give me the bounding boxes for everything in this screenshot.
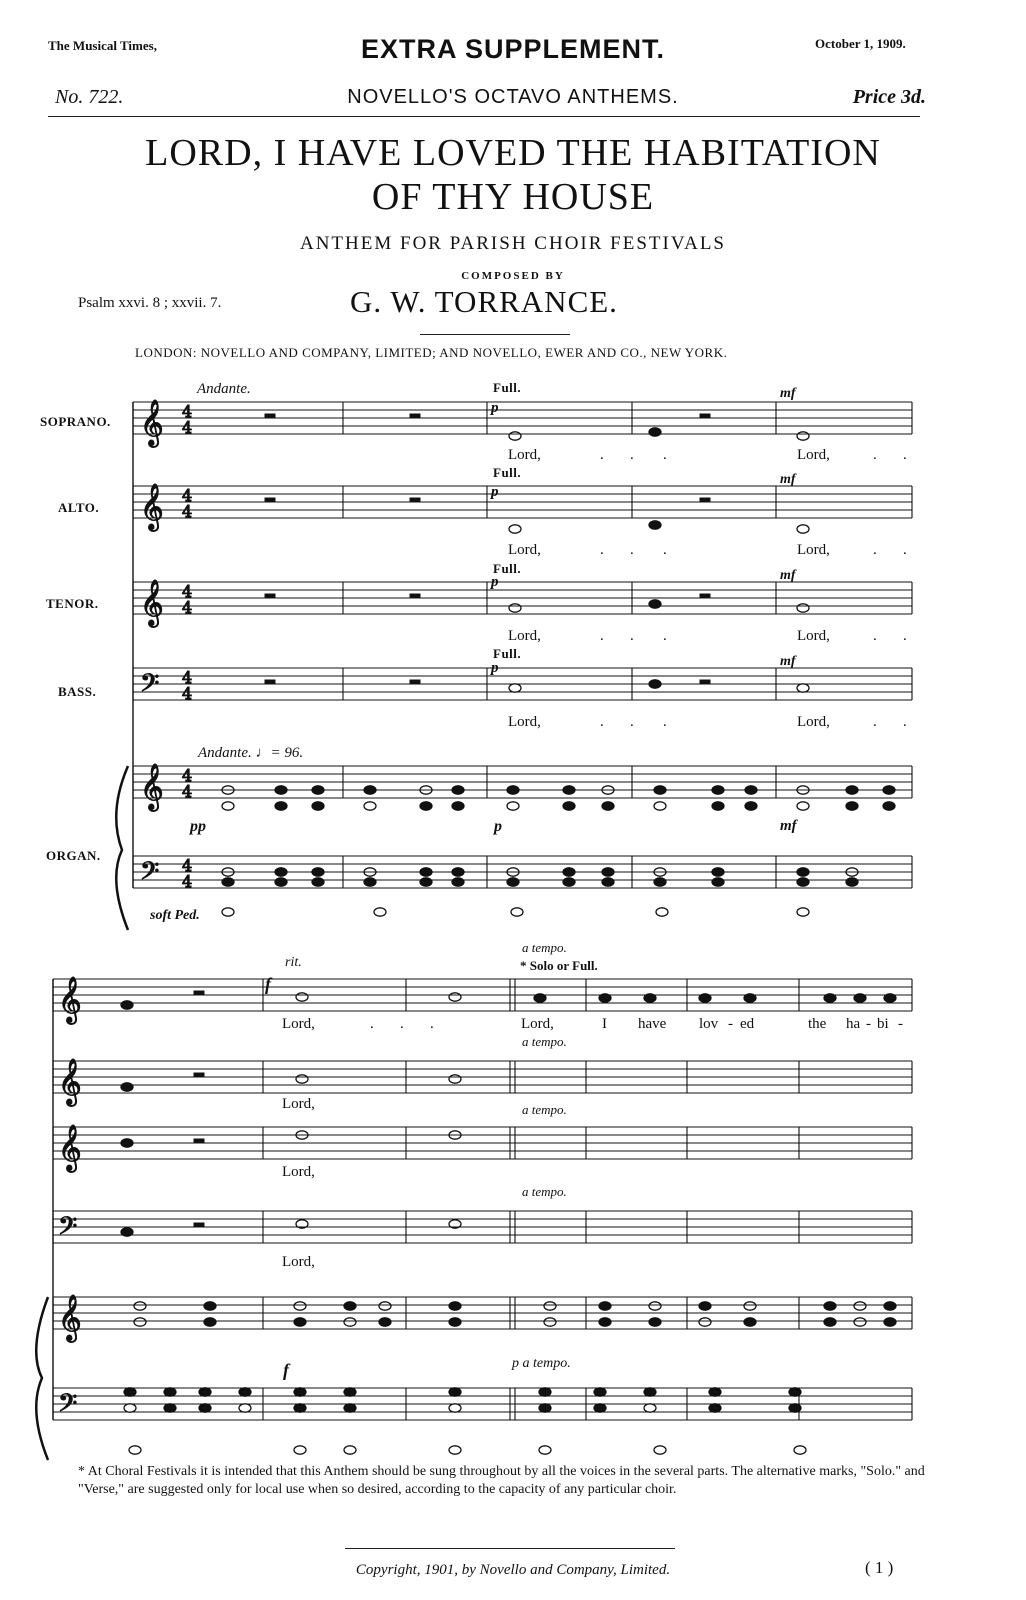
- supplement-heading: EXTRA SUPPLEMENT.: [360, 34, 666, 64]
- note-head: [134, 1302, 146, 1310]
- note-head: [656, 908, 668, 916]
- lyric: .: [370, 1016, 374, 1032]
- note-head: [420, 878, 432, 886]
- note-head: [121, 1139, 133, 1147]
- note-head: [699, 994, 711, 1002]
- rest: [194, 1073, 204, 1077]
- note-head: [884, 1318, 896, 1326]
- note-head: [129, 1446, 141, 1454]
- note-head: [222, 908, 234, 916]
- clef-glyph: 𝄢: [140, 669, 160, 704]
- lyric: .: [400, 1016, 404, 1032]
- psalm-reference: Psalm xxvi. 8 ; xxvii. 7.: [78, 295, 222, 311]
- note-head: [599, 994, 611, 1002]
- series-title: NOVELLO'S OCTAVO ANTHEMS.: [347, 86, 679, 108]
- note-head: [649, 521, 661, 529]
- note-head: [312, 802, 324, 810]
- note-head: [744, 994, 756, 1002]
- note-head: [539, 1446, 551, 1454]
- note-head: [204, 1318, 216, 1326]
- note-head: [846, 878, 858, 886]
- dynamic-p-bass: p: [491, 660, 499, 676]
- organ-p-a-tempo: p a tempo.: [512, 1356, 571, 1371]
- organ-dynamic-f: f: [283, 1360, 289, 1380]
- note-head: [294, 1446, 306, 1454]
- note-head: [275, 786, 287, 794]
- note-head: [824, 1302, 836, 1310]
- note-head: [509, 525, 521, 533]
- rest: [410, 594, 420, 598]
- lyric: the: [808, 1016, 827, 1032]
- clef-glyph: 𝄢: [58, 1389, 78, 1424]
- lyric-alto-lord: Lord,: [282, 1096, 315, 1112]
- composed-by: COMPOSED BY: [461, 270, 565, 282]
- lyric: ha: [846, 1016, 861, 1032]
- note-head: [644, 994, 656, 1002]
- note-head: [602, 878, 614, 886]
- lyric: ed: [740, 1016, 755, 1032]
- dynamic-p-alto: p: [491, 484, 499, 500]
- rest: [700, 498, 710, 502]
- voice-label-bass: BASS.: [58, 684, 97, 699]
- clef-glyph: 4: [182, 872, 193, 891]
- lyric: .: [903, 542, 907, 558]
- rest: [410, 414, 420, 418]
- note-head: [275, 802, 287, 810]
- rest: [194, 1223, 204, 1227]
- note-head: [312, 868, 324, 876]
- note-head: [509, 432, 521, 440]
- note-head: [312, 786, 324, 794]
- note-head: [507, 878, 519, 886]
- note-head: [797, 868, 809, 876]
- clef-glyph: 4: [182, 766, 193, 785]
- note-head: [884, 1302, 896, 1310]
- note-head: [134, 1318, 146, 1326]
- note-head: [420, 868, 432, 876]
- note-head: [846, 786, 858, 794]
- note-head: [312, 878, 324, 886]
- rest: [410, 498, 420, 502]
- note-head: [121, 1228, 133, 1236]
- lyric: Lord,: [797, 542, 830, 558]
- note-head: [649, 1302, 661, 1310]
- lyric: .: [630, 542, 634, 558]
- organ-label: ORGAN.: [46, 848, 101, 863]
- clef-glyph: 4: [182, 856, 193, 875]
- note-head: [449, 1388, 461, 1396]
- note-head: [599, 1302, 611, 1310]
- note-head: [712, 878, 724, 886]
- clef-glyph: 𝄞: [140, 484, 164, 530]
- rest: [700, 414, 710, 418]
- lyric: Lord,: [797, 628, 830, 644]
- note-head: [296, 1075, 308, 1083]
- note-head: [789, 1388, 801, 1396]
- lyric: .: [630, 447, 634, 463]
- clef-glyph: 𝄞: [140, 400, 164, 446]
- voice-label-alto: ALTO.: [58, 500, 100, 515]
- note-head: [239, 1388, 251, 1396]
- note-head: [507, 802, 519, 810]
- dynamic-mf: mf: [780, 386, 796, 401]
- lyric: .: [663, 628, 667, 644]
- note-head: [344, 1302, 356, 1310]
- note-head: [374, 908, 386, 916]
- full-marking: Full.: [493, 380, 522, 395]
- journal-name: The Musical Times,: [48, 38, 157, 53]
- note-head: [797, 878, 809, 886]
- issue-date: October 1, 1909.: [815, 36, 906, 51]
- note-head: [745, 802, 757, 810]
- clef-glyph: 4: [182, 782, 193, 801]
- note-head: [296, 993, 308, 1001]
- publisher-line: LONDON: NOVELLO AND COMPANY, LIMITED; AND NOVELLO, EWER AND CO., NEW YORK.: [135, 345, 728, 360]
- rest: [265, 680, 275, 684]
- note-head: [222, 802, 234, 810]
- footer-rule: [345, 1548, 675, 1549]
- composer-name: G. W. TORRANCE.: [350, 284, 618, 319]
- note-head: [797, 684, 809, 692]
- note-head: [797, 908, 809, 916]
- lyric: .: [600, 542, 604, 558]
- note-head: [789, 1404, 801, 1412]
- clef-glyph: 4: [182, 684, 193, 703]
- note-head: [712, 786, 724, 794]
- a-tempo-alto: a tempo.: [522, 1034, 567, 1049]
- note-head: [649, 1318, 661, 1326]
- dynamic-f: f: [265, 974, 271, 994]
- note-head: [222, 878, 234, 886]
- note-head: [534, 994, 546, 1002]
- clef-glyph: 𝄞: [140, 580, 164, 626]
- note-head: [797, 525, 809, 533]
- note-head: [449, 1302, 461, 1310]
- lyric: .: [630, 628, 634, 644]
- rest: [410, 680, 420, 684]
- lyric: .: [903, 447, 907, 463]
- note-head: [364, 786, 376, 794]
- note-head: [563, 786, 575, 794]
- note-head: [379, 1318, 391, 1326]
- note-head: [824, 994, 836, 1002]
- rest: [700, 594, 710, 598]
- lyric: .: [873, 542, 877, 558]
- note-head: [449, 1446, 461, 1454]
- note-head: [239, 1404, 251, 1412]
- note-head: [509, 684, 521, 692]
- note-head: [884, 994, 896, 1002]
- lyric: -: [898, 1016, 903, 1032]
- dynamic-mf-tenor: mf: [780, 568, 796, 583]
- note-head: [511, 908, 523, 916]
- solo-marking: * Solo or Full.: [520, 958, 598, 973]
- clef-glyph: 4: [182, 418, 193, 437]
- organ-tempo: Andante. ♩= 96.: [198, 745, 304, 761]
- note-head: [745, 786, 757, 794]
- note-head: [379, 1302, 391, 1310]
- note-head: [121, 1083, 133, 1091]
- full-marking-bass: Full.: [493, 646, 522, 661]
- lyric: .: [600, 714, 604, 730]
- lyric: Lord,: [521, 1016, 554, 1032]
- organ-brace: [116, 766, 128, 930]
- lyric: lov: [699, 1016, 719, 1032]
- note-head: [544, 1302, 556, 1310]
- note-head: [649, 680, 661, 688]
- clef-glyph: 4: [182, 582, 193, 601]
- dynamic-p-tenor: p: [491, 574, 499, 590]
- note-head: [699, 1318, 711, 1326]
- note-head: [452, 786, 464, 794]
- note-head: [654, 1446, 666, 1454]
- note-head: [744, 1302, 756, 1310]
- note-head: [699, 1302, 711, 1310]
- note-head: [275, 878, 287, 886]
- note-head: [644, 1388, 656, 1396]
- note-head: [344, 1404, 356, 1412]
- note-head: [709, 1388, 721, 1396]
- note-head: [164, 1404, 176, 1412]
- lyric: .: [663, 447, 667, 463]
- note-head: [797, 604, 809, 612]
- note-head: [563, 868, 575, 876]
- anthem-title-line2: OF THY HOUSE: [371, 176, 655, 218]
- note-head: [712, 802, 724, 810]
- note-head: [797, 802, 809, 810]
- lyric: Lord,: [508, 714, 541, 730]
- note-head: [599, 1318, 611, 1326]
- lyric: have: [638, 1016, 667, 1032]
- rest: [700, 680, 710, 684]
- note-head: [344, 1446, 356, 1454]
- a-tempo-marking: a tempo.: [522, 940, 567, 955]
- note-head: [797, 432, 809, 440]
- note-head: [204, 1302, 216, 1310]
- note-head: [539, 1388, 551, 1396]
- note-head: [124, 1388, 136, 1396]
- organ-dynamic-mf: mf: [780, 818, 797, 834]
- copyright: Copyright, 1901, by Novello and Company, Limited.: [355, 1562, 671, 1578]
- lyric: .: [873, 447, 877, 463]
- lyric: bi: [877, 1016, 889, 1032]
- organ-dynamic-p: p: [494, 818, 502, 835]
- lyric: I: [602, 1016, 607, 1032]
- note-head: [164, 1388, 176, 1396]
- lyric: Lord,: [508, 542, 541, 558]
- rest: [265, 414, 275, 418]
- full-marking-tenor: Full.: [493, 561, 522, 576]
- note-head: [594, 1388, 606, 1396]
- note-head: [124, 1404, 136, 1412]
- note-head: [539, 1404, 551, 1412]
- lyric: .: [430, 1016, 434, 1032]
- lyric: .: [903, 714, 907, 730]
- note-head: [344, 1318, 356, 1326]
- clef-glyph: 𝄞: [58, 1059, 82, 1105]
- note-head: [294, 1404, 306, 1412]
- page-number: ( 1 ): [865, 1558, 894, 1577]
- note-head: [644, 1404, 656, 1412]
- lyric: .: [873, 714, 877, 730]
- lyric: Lord,: [282, 1016, 315, 1032]
- note-head: [544, 1318, 556, 1326]
- note-head: [846, 802, 858, 810]
- note-head: [654, 802, 666, 810]
- clef-glyph: 𝄞: [58, 1295, 82, 1341]
- note-head: [452, 802, 464, 810]
- tempo-marking: Andante.: [197, 381, 251, 397]
- note-head: [744, 1318, 756, 1326]
- note-head: [294, 1302, 306, 1310]
- rest: [194, 1139, 204, 1143]
- a-tempo-tenor: a tempo.: [522, 1102, 567, 1117]
- pedal-marking: soft Ped.: [150, 908, 200, 923]
- note-head: [654, 878, 666, 886]
- note-head: [294, 1318, 306, 1326]
- voice-label-tenor: TENOR.: [46, 596, 99, 611]
- note-head: [563, 802, 575, 810]
- note-head: [602, 802, 614, 810]
- issue-number: No. 722.: [55, 86, 124, 108]
- note-head: [199, 1388, 211, 1396]
- lyric: .: [903, 628, 907, 644]
- organ-brace: [36, 1297, 48, 1460]
- note-head: [452, 878, 464, 886]
- note-head: [649, 600, 661, 608]
- note-head: [709, 1404, 721, 1412]
- clef-glyph: 𝄞: [140, 764, 164, 810]
- note-head: [654, 786, 666, 794]
- note-head: [294, 1388, 306, 1396]
- note-head: [602, 868, 614, 876]
- rest: [194, 991, 204, 995]
- dynamic-p: p: [491, 400, 499, 416]
- lyric: .: [663, 542, 667, 558]
- note-head: [452, 868, 464, 876]
- note-head: [364, 878, 376, 886]
- clef-glyph: 𝄢: [58, 1212, 78, 1247]
- note-head: [121, 1001, 133, 1009]
- lyric: .: [630, 714, 634, 730]
- lyric-bass-lord: Lord,: [282, 1254, 315, 1270]
- anthem-title-line1: LORD, I HAVE LOVED THE HABITATION: [145, 132, 881, 174]
- lyric: -: [728, 1016, 733, 1032]
- note-head: [712, 868, 724, 876]
- lyric: Lord,: [797, 447, 830, 463]
- full-marking-alto: Full.: [493, 465, 522, 480]
- lyric: .: [873, 628, 877, 644]
- price: Price 3d.: [852, 86, 926, 108]
- clef-glyph: 𝄞: [58, 977, 82, 1023]
- clef-glyph: 4: [182, 598, 193, 617]
- clef-glyph: 4: [182, 402, 193, 421]
- note-head: [449, 1318, 461, 1326]
- note-head: [563, 878, 575, 886]
- note-head: [344, 1388, 356, 1396]
- lyric: .: [663, 714, 667, 730]
- lyric: .: [600, 447, 604, 463]
- lyric: Lord,: [508, 447, 541, 463]
- note-head: [449, 1075, 461, 1083]
- lyric: -: [866, 1016, 871, 1032]
- note-head: [449, 993, 461, 1001]
- note-head: [649, 428, 661, 436]
- note-head: [449, 1404, 461, 1412]
- note-head: [509, 604, 521, 612]
- note-head: [594, 1404, 606, 1412]
- lyric: Lord,: [508, 628, 541, 644]
- organ-dynamic-pp: pp: [190, 818, 206, 835]
- lyric: Lord,: [797, 714, 830, 730]
- note-head: [420, 802, 432, 810]
- note-head: [883, 802, 895, 810]
- note-head: [199, 1404, 211, 1412]
- note-head: [824, 1318, 836, 1326]
- lyric: .: [600, 628, 604, 644]
- footnote: * At Choral Festivals it is intended that this Anthem should be sung throughout by all the voices in the several parts. The alternative marks, "Solo." and "Verse," are suggested only for local use when so desired, according to the capacity of any particular choir.: [78, 1464, 925, 1497]
- note-head: [794, 1446, 806, 1454]
- clef-glyph: 4: [182, 668, 193, 687]
- lyric-tenor-lord: Lord,: [282, 1164, 315, 1180]
- dynamic-mf-bass: mf: [780, 654, 796, 669]
- clef-glyph: 4: [182, 502, 193, 521]
- rest: [265, 594, 275, 598]
- note-head: [854, 1318, 866, 1326]
- a-tempo-bass: a tempo.: [522, 1184, 567, 1199]
- rest: [265, 498, 275, 502]
- note-head: [854, 994, 866, 1002]
- dynamic-mf-alto: mf: [780, 472, 796, 487]
- note-head: [364, 802, 376, 810]
- note-head: [854, 1302, 866, 1310]
- note-head: [275, 868, 287, 876]
- clef-glyph: 𝄢: [140, 857, 160, 892]
- note-head: [507, 786, 519, 794]
- anthem-subtitle: ANTHEM FOR PARISH CHOIR FESTIVALS: [299, 233, 727, 254]
- rit-marking: rit.: [285, 955, 302, 970]
- clef-glyph: 4: [182, 486, 193, 505]
- note-head: [883, 786, 895, 794]
- voice-label-soprano: SOPRANO.: [40, 414, 111, 429]
- clef-glyph: 𝄞: [58, 1125, 82, 1171]
